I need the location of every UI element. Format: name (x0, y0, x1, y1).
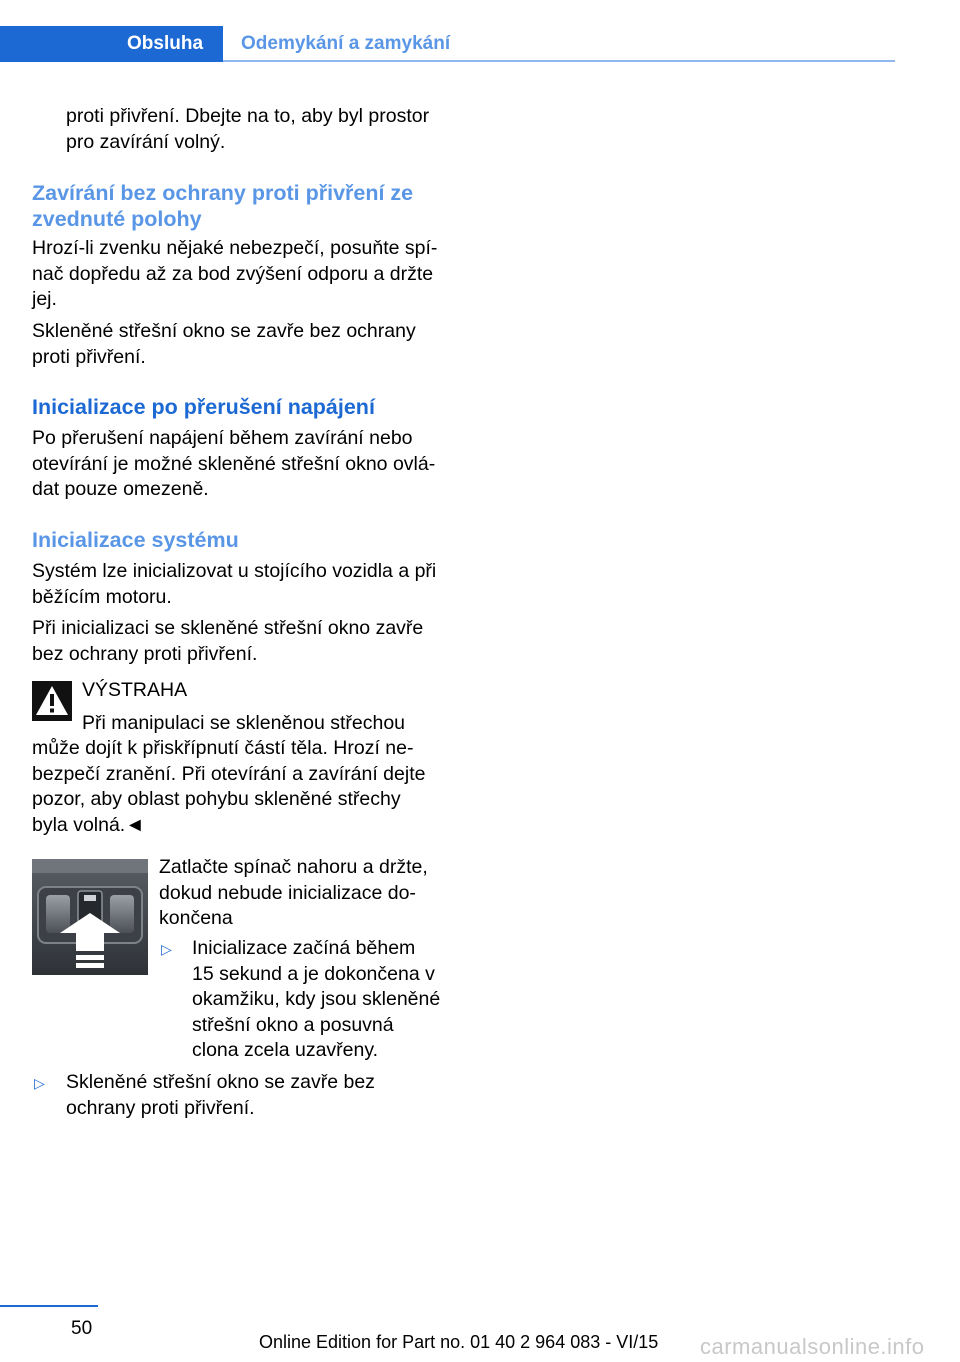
instruction-paragraph (159, 855, 454, 932)
watermark: carmanualsonline.info (700, 1334, 925, 1359)
text-line: proti přivření. Dbejte na to, aby byl prostor (66, 105, 430, 127)
text-line: Zatlačte spínač nahoru a držte, (159, 856, 428, 878)
text-line: otevírání je možné skleněné střešní okno ovlá- (32, 452, 436, 475)
intro-paragraph (32, 104, 448, 155)
edition-text: Online Edition for Part no. 01 40 2 964 083 - VI/15 (259, 1332, 659, 1352)
text-line: byla volná.◄ (32, 813, 145, 836)
text-line: končena (159, 907, 233, 929)
text-line: Systém lze inicializovat u stojícího vozidla a při (32, 560, 437, 582)
text-line: Skleněné střešní okno se zavře bez (66, 1071, 375, 1093)
section-init-after-power-loss (32, 394, 448, 420)
roof-switch-illustration (32, 859, 148, 975)
text-line: Při manipulaci se skleněnou střechou (82, 711, 406, 734)
section1-paragraph-2 (32, 319, 448, 370)
text-line: ochrany proti přivření. (66, 1096, 255, 1119)
text-line: proti přivření. (32, 345, 146, 368)
text-line: nač dopředu až za bod zvýšení odporu a držte (32, 262, 434, 285)
text-line: clona zcela uzavřeny. (192, 1039, 379, 1061)
text-line: 15 sekund a je dokončena v (192, 962, 435, 985)
text-line: Hrozí-li zvenku nějaké nebezpečí, posuňte spí- (32, 237, 438, 259)
text-line: bez ochrany proti přivření. (32, 642, 258, 665)
tab-obsluha[interactable]: Obsluha (0, 26, 223, 62)
text-line: pro zavírání volný. (66, 130, 226, 153)
bullet-item-2 (66, 1070, 456, 1121)
bullet-item-1 (192, 936, 454, 1064)
section3-paragraph-1 (32, 559, 448, 610)
text-line: Skleněné střešní okno se zavře bez ochrany (32, 320, 416, 342)
warning-body (32, 736, 448, 838)
section1-paragraph-1 (32, 236, 448, 313)
text-line: bezpečí zranění. Při otevírání a zavírání dejte (32, 762, 426, 785)
bullet-triangle-icon: ▷ (161, 941, 172, 957)
header-rule (223, 60, 895, 62)
text-line: jej. (32, 288, 57, 310)
section2-paragraph-1 (32, 426, 448, 503)
warning-header (82, 678, 452, 736)
text-line: dat pouze omezeně. (32, 478, 209, 500)
section-closing-without-protection (32, 180, 448, 232)
page-number: 50 (71, 1318, 93, 1339)
warning-label: VÝSTRAHA (82, 679, 188, 701)
section-heading: zvednuté polohy (32, 207, 202, 231)
chapter-tab-bar (0, 26, 895, 62)
text-line: pozor, aby oblast pohybu skleněné střechy (32, 788, 401, 810)
section-heading: Zavírání bez ochrany proti přivření ze (32, 181, 414, 205)
text-line: běžícím motoru. (32, 585, 172, 608)
text-line: Inicializace začíná během (192, 937, 416, 959)
section-heading: Inicializace po přerušení napájení (32, 395, 375, 419)
tab-odemykani-a-zamykani[interactable]: Odemykání a zamykání (241, 33, 451, 54)
text-line: Při inicializaci se skleněné střešní okno zavře (32, 617, 424, 639)
text-line: střešní okno a posuvná (192, 1013, 394, 1036)
section3-paragraph-2 (32, 616, 448, 667)
footer-rule (0, 1305, 98, 1307)
text-line: Po přerušení napájení během zavírání nebo (32, 427, 413, 449)
text-line: dokud nebude inicializace do- (159, 881, 416, 904)
section-heading: Inicializace systému (32, 528, 239, 552)
bullet-triangle-icon: ▷ (34, 1075, 45, 1091)
section-system-init (32, 527, 448, 553)
text-line: může dojít k přiskřípnutí částí těla. Hrozí ne- (32, 737, 414, 759)
text-line: okamžiku, kdy jsou skleněné (192, 988, 441, 1010)
warning-triangle-icon (32, 681, 72, 721)
